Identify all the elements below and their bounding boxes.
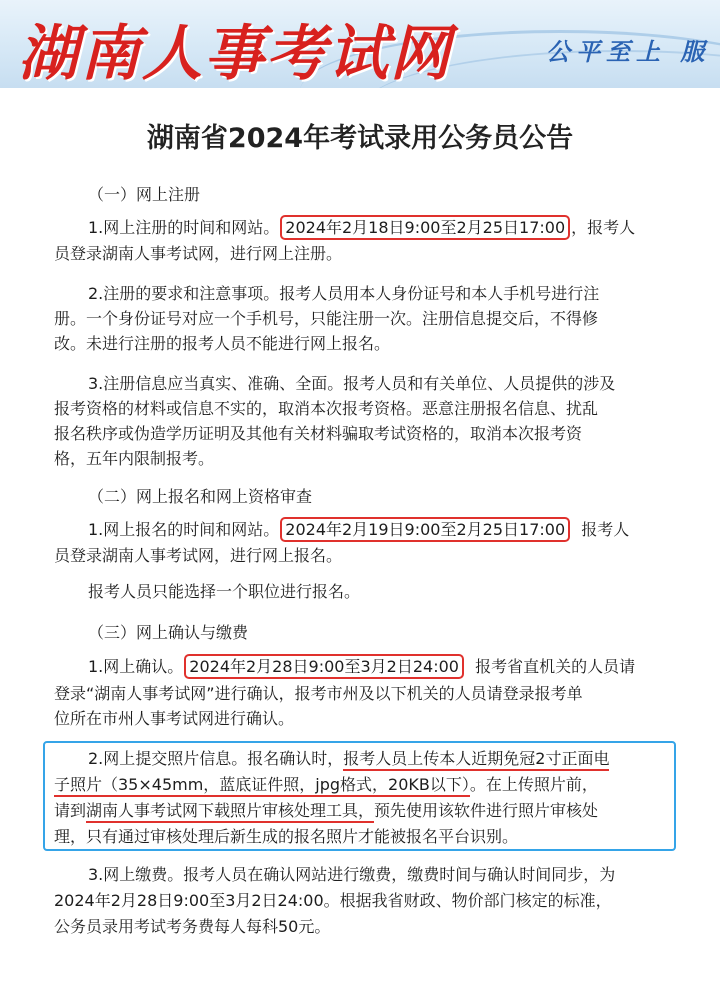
page-title: 湖南省2024年考试录用公务员公告 <box>146 123 574 154</box>
paragraph-line: 员登录湖南人事考试网，进行网上报名。 <box>54 546 343 565</box>
paragraph-line: 报考资格的材料或信息不实的，取消本次报考资格。恶意注册报名信息、扰乱 <box>54 399 599 418</box>
underlined-text: 子照片（35×45mm，蓝底证件照，jpg格式，20KB以下） <box>54 775 470 797</box>
paragraph-line: 册。一个身份证号对应一个手机号，只能注册一次。注册信息提交后，不得修 <box>54 309 599 328</box>
paragraph-line: 2024年2月28日9:00至3月2日24:00。根据我省财政、物价部门核定的标准， <box>54 891 612 910</box>
paragraph-text: 1.网上注册的时间和网站。 <box>88 218 280 237</box>
paragraph-text: 预先使用该软件进行照片审核处 <box>374 801 599 820</box>
paragraph-line: 改。未进行注册的报考人员不能进行网上报名。 <box>54 334 391 353</box>
paragraph-line <box>88 748 609 770</box>
highlighted-date: 2024年2月18日9:00至2月25日17:00 <box>280 215 570 240</box>
paragraph-line: 报考人员只能选择一个职位进行报名。 <box>88 582 361 601</box>
paragraph-text: 。在上传照片前， <box>469 775 598 794</box>
underlined-text: 报考人员上传本人近期免冠2寸正面电 <box>343 749 609 771</box>
paragraph-line <box>54 800 598 822</box>
section-heading: （一）网上注册 <box>88 185 201 204</box>
section-heading: （三）网上确认与缴费 <box>88 623 249 642</box>
paragraph-line <box>88 656 635 678</box>
paragraph-line <box>88 217 635 239</box>
paragraph-line: 3.注册信息应当真实、准确、全面。报考人员和有关单位、人员提供的涉及 <box>88 374 616 393</box>
paragraph-line <box>88 519 629 541</box>
section-heading: （二）网上报名和网上资格审查 <box>88 487 313 506</box>
paragraph-text: 报考省直机关的人员请 <box>475 657 636 676</box>
highlighted-date: 2024年2月28日9:00至3月2日24:00 <box>184 654 464 679</box>
site-banner <box>0 0 720 88</box>
paragraph-text: 1.网上确认。 <box>88 657 184 676</box>
site-slogan: 公平至上 服 <box>546 37 711 66</box>
paragraph-text: 请到 <box>54 801 87 820</box>
highlighted-date: 2024年2月19日9:00至2月25日17:00 <box>280 517 570 542</box>
paragraph-line: 报名秩序或伪造学历证明及其他有关材料骗取考试资格的，取消本次报考资 <box>54 424 583 443</box>
paragraph-line: 员登录湖南人事考试网，进行网上注册。 <box>54 244 343 263</box>
site-logo[interactable]: 湖南人事考试网 <box>18 19 452 88</box>
paragraph-line: 理，只有通过审核处理后新生成的报名照片才能被报名平台识别。 <box>54 827 519 846</box>
paragraph-text: 报考人 <box>581 520 630 539</box>
paragraph-line <box>54 774 598 796</box>
paragraph-line: 格，五年内限制报考。 <box>54 449 215 468</box>
paragraph-text: ，报考人 <box>571 218 636 237</box>
paragraph-line: 公务员录用考试考务费每人每科50元。 <box>54 917 331 936</box>
paragraph-text: 2.网上提交照片信息。报名确认时， <box>88 749 344 768</box>
paragraph-line: 3.网上缴费。报考人员在确认网站进行缴费，缴费时间与确认时间同步，为 <box>88 865 616 884</box>
underlined-text: 湖南人事考试网下载照片审核处理工具， <box>86 801 374 823</box>
paragraph-line: 位所在市州人事考试网进行确认。 <box>54 709 295 728</box>
paragraph-text: 1.网上报名的时间和网站。 <box>88 520 280 539</box>
paragraph-line: 2.注册的要求和注意事项。报考人员用本人身份证号和本人手机号进行注 <box>88 284 600 303</box>
paragraph-line: 登录“湖南人事考试网”进行确认，报考市州及以下机关的人员请登录报考单 <box>54 684 583 703</box>
